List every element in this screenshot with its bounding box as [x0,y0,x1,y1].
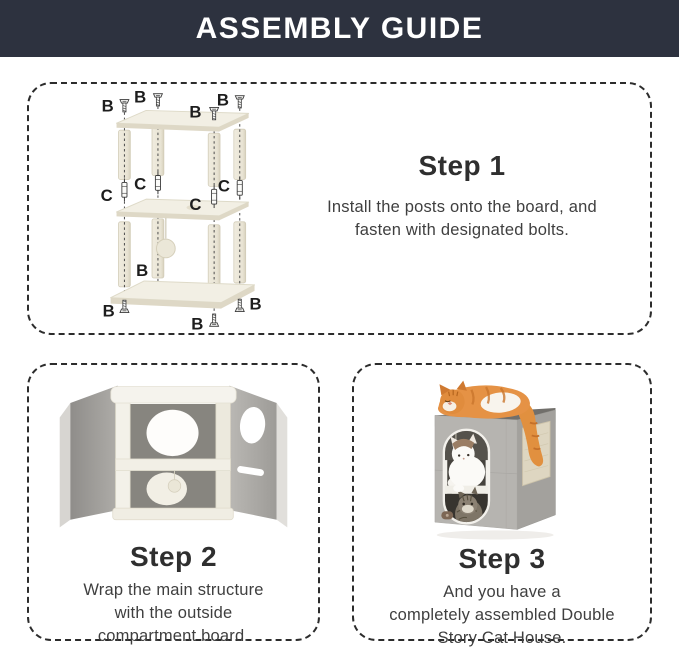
step-1-title: Step 1 [418,150,506,181]
bolt-label-b: B [101,96,114,116]
description-line: And you have a [443,583,561,601]
step-1-figure [85,86,292,339]
main-structure [111,387,236,520]
screw-icon-b [235,96,244,108]
top-board [117,110,249,131]
step-1-panel [27,82,652,335]
middle-board [117,199,249,220]
cat-tree-frame-diagram [85,86,292,334]
screw-icon-b [120,100,129,112]
bolt-label-b: B [136,261,149,281]
lower-oval-opening [147,472,188,505]
step-2-figure [56,377,291,539]
step-3-description [389,581,615,649]
page-title: ASSEMBLY GUIDE [195,11,484,45]
bolt-label-b: B [249,294,262,314]
bolt-icon-c [122,178,127,201]
right-pillar [216,400,230,512]
bolt-label-b: B [189,102,202,122]
bolt-label-c: C [217,176,231,196]
step-3-panel [352,363,652,647]
description-line: completely assembled Double [389,605,615,624]
step-1-description [312,196,612,242]
step-2-panel [27,363,320,645]
bolt-icon-c [237,176,242,199]
upper-oval-opening [147,410,199,456]
screw-icon-b [235,299,244,311]
middle-shelf [116,459,231,471]
description-line: Wrap the main structure [83,581,264,599]
top-slab [111,387,236,403]
bottom-slab [113,508,234,520]
screw-icon-b [210,314,219,326]
bolt-label-b: B [191,314,204,334]
bolt-label-b: B [102,301,115,321]
logo-tag [441,511,453,519]
left-pillar [116,400,130,512]
bottom-board [111,281,255,309]
inner-shelf [444,486,487,494]
bolt-label-c: C [189,195,202,214]
step-2-title: Step 2 [129,541,218,572]
header-banner [0,0,679,57]
wrap-structure-image [56,377,291,539]
step-3-title: Step 3 [458,543,546,574]
description-line: Story Cat House. [437,628,567,647]
right-compartment-board [229,386,287,528]
description-line: fasten with designated bolts. [354,220,570,239]
step-3-figure [411,377,594,541]
description-line: compartment board. [97,626,250,645]
description-line: Install the posts onto the board, and [327,198,597,216]
step-1-text [312,150,612,242]
step-2-description [83,579,263,647]
bolt-label-c: C [100,186,113,206]
bolt-label-b: B [216,90,230,110]
white-cat-paw [453,485,464,492]
screw-icon-b [154,94,163,106]
ground-shadow [436,530,553,539]
bolt-label-c: C [134,174,147,194]
bolt-label-b: B [134,87,147,107]
left-compartment-board [60,386,118,528]
assembled-cat-house-image [411,377,594,545]
description-line: with the outside [114,603,233,622]
